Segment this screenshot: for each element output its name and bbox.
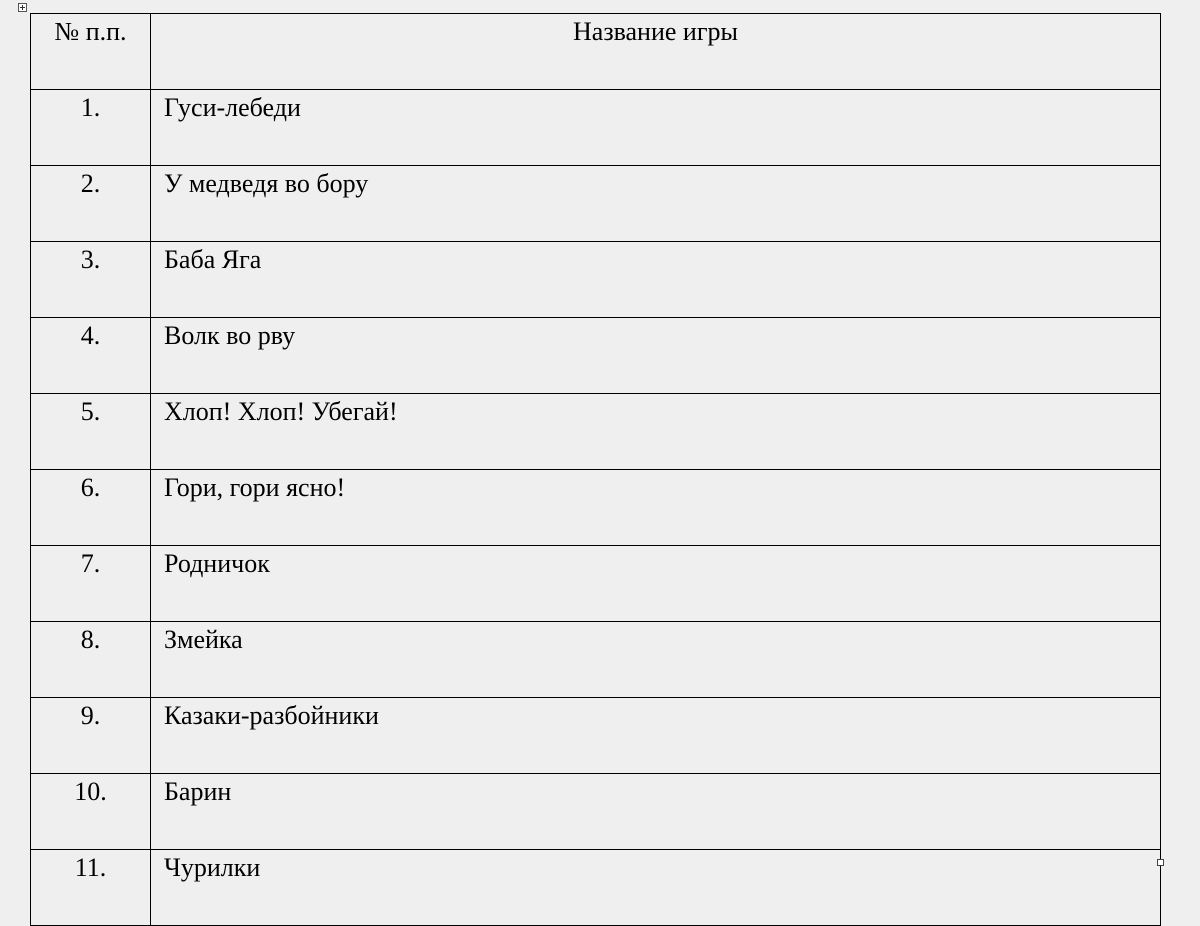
table-row (31, 850, 1161, 926)
row-game-name: Казаки-разбойники (151, 698, 1161, 774)
games-table (30, 13, 1161, 926)
row-game-name: Чурилки (151, 850, 1161, 926)
row-number: 9. (31, 698, 151, 774)
row-game-name: Змейка (151, 622, 1161, 698)
row-number: 3. (31, 242, 151, 318)
row-number: 11. (31, 850, 151, 926)
table-row (31, 318, 1161, 394)
row-game-name: У медведя во бору (151, 166, 1161, 242)
row-game-name: Хлоп! Хлоп! Убегай! (151, 394, 1161, 470)
row-number: 10. (31, 774, 151, 850)
row-number: 8. (31, 622, 151, 698)
row-number: 4. (31, 318, 151, 394)
table-row (31, 698, 1161, 774)
table-resize-handle-icon[interactable] (1157, 859, 1164, 866)
table-row (31, 470, 1161, 546)
table-row (31, 774, 1161, 850)
table-row (31, 242, 1161, 318)
header-game-name: Название игры (151, 14, 1161, 90)
row-game-name: Гуси-лебеди (151, 90, 1161, 166)
table-move-handle-icon[interactable] (18, 3, 27, 12)
row-game-name: Родничок (151, 546, 1161, 622)
row-game-name: Баба Яга (151, 242, 1161, 318)
row-game-name: Гори, гори ясно! (151, 470, 1161, 546)
row-game-name: Волк во рву (151, 318, 1161, 394)
table-row (31, 90, 1161, 166)
table-header-row (31, 14, 1161, 90)
row-number: 1. (31, 90, 151, 166)
table-row (31, 622, 1161, 698)
header-number: № п.п. (31, 14, 151, 90)
table-row (31, 166, 1161, 242)
row-number: 7. (31, 546, 151, 622)
row-game-name: Барин (151, 774, 1161, 850)
row-number: 6. (31, 470, 151, 546)
row-number: 5. (31, 394, 151, 470)
table-row (31, 546, 1161, 622)
table-row (31, 394, 1161, 470)
row-number: 2. (31, 166, 151, 242)
